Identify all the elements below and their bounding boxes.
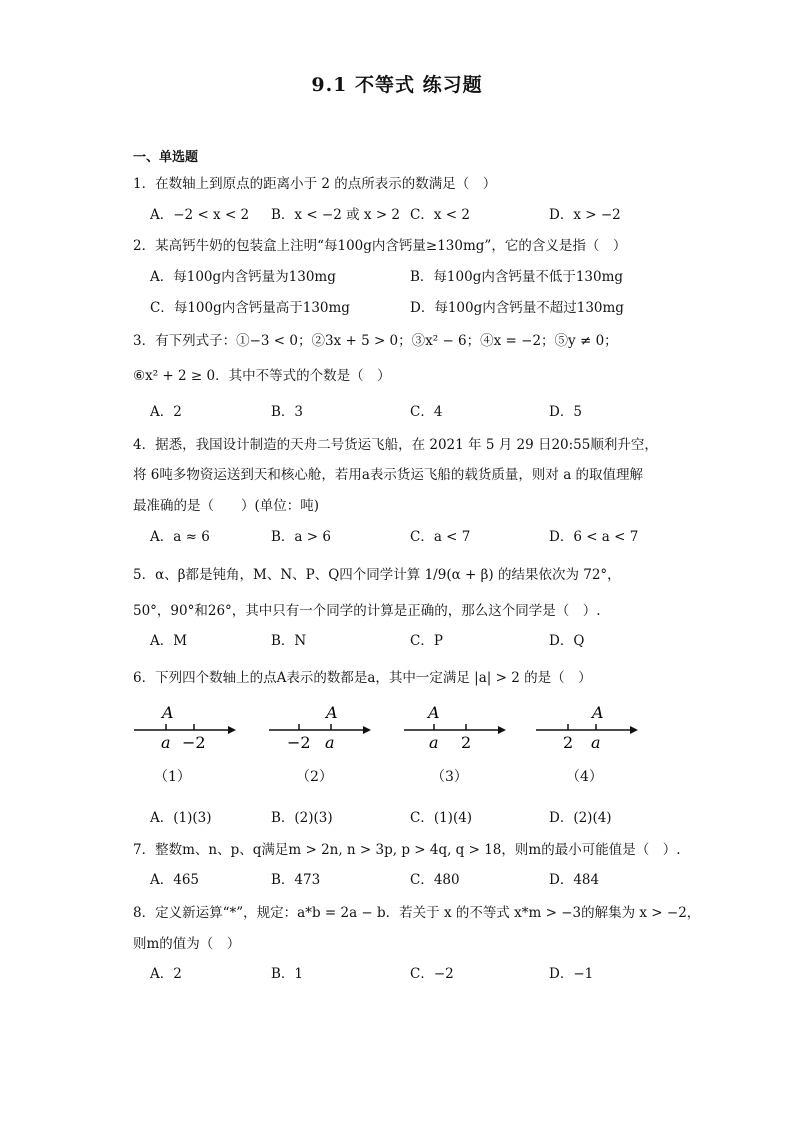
number-line-1-right-label: −2: [182, 733, 206, 750]
number-line-2-right-label: a: [325, 733, 335, 750]
number-line-4-left-label: 2: [563, 733, 574, 750]
question-5-stem-line-1: 5．α、β都是钝角，M、N、P、Q四个同学计算 1/9(α + β) 的结果依次为 72°，: [133, 567, 621, 583]
question-2-option-d[interactable]: D．每100g内含钙量不超过130mg: [410, 300, 624, 316]
question-2-option-a[interactable]: A．每100g内含钙量为130mg: [150, 269, 336, 285]
arrow-icon: [228, 726, 236, 734]
question-7-stem: 7．整数m、n、p、q满足m > 2n, n > 3p, p > 4q, q > 18，则m的最小可能值是（ ）.: [133, 842, 681, 858]
question-8-option-d[interactable]: D．−1: [549, 966, 594, 982]
arrow-icon: [363, 726, 371, 734]
question-4-stem-line-3: 最准确的是（ ）(单位：吨): [133, 498, 320, 514]
number-line-1-point-label: A: [162, 703, 174, 722]
question-8-option-b[interactable]: B．1: [271, 966, 304, 982]
question-5-option-c[interactable]: C．P: [410, 633, 443, 649]
question-3-option-a[interactable]: A．2: [150, 404, 182, 420]
number-line-3-point-label: A: [428, 703, 440, 722]
question-6-option-c[interactable]: C．(1)(4): [410, 810, 473, 826]
question-2-stem: 2．某高钙牛奶的包装盒上注明“每100g内含钙量≥130mg”，它的含义是指（ ）: [133, 238, 627, 254]
question-4-stem-line-2: 将 6吨多物资运送到天和核心舱，若用a表示货运飞船的载货质量，则对 a 的取值理解: [133, 467, 644, 483]
number-line-2-left-label: −2: [287, 733, 311, 750]
question-6-option-a[interactable]: A．(1)(3): [150, 810, 212, 826]
question-1-option-d[interactable]: D．x > −2: [549, 207, 621, 223]
question-2-option-c[interactable]: C．每100g内含钙量高于130mg: [150, 300, 350, 316]
number-line-1-caption: （1）: [154, 769, 191, 785]
number-line-3-caption: （3）: [431, 769, 468, 785]
question-8-stem-line-1: 8．定义新运算“*”，规定：a*b = 2a − b．若关于 x 的不等式 x*m > −3的解集为 x > −2，: [133, 905, 701, 921]
question-4-stem-line-1: 4．据悉，我国设计制造的天舟二号货运飞船，在 2021 年 5 月 29 日20:55顺利升空，: [133, 437, 658, 453]
question-3-stem-line-1: 3．有下列式子：①−3 < 0；②3x + 5 > 0；③x² − 6；④x = −2；⑤y ≠ 0；: [133, 333, 618, 349]
question-4-option-b[interactable]: B．a > 6: [271, 529, 331, 545]
question-4-option-c[interactable]: C．a < 7: [410, 529, 471, 545]
question-7-option-d[interactable]: D．484: [549, 872, 600, 888]
question-7-option-a[interactable]: A．465: [150, 872, 200, 888]
question-3-option-b[interactable]: B．3: [271, 404, 304, 420]
number-line-3-right-label: 2: [461, 733, 472, 750]
number-line-4: [532, 700, 642, 750]
number-line-1: [130, 700, 240, 750]
number-line-3-left-label: a: [429, 733, 439, 750]
number-line-2-caption: （2）: [296, 769, 333, 785]
question-2-option-b[interactable]: B．每100g内含钙量不低于130mg: [410, 269, 624, 285]
question-6-option-d[interactable]: D．(2)(4): [549, 810, 612, 826]
question-8-stem-line-2: 则m的值为（ ）: [133, 936, 241, 952]
number-line-4-right-label: a: [591, 733, 601, 750]
question-7-option-c[interactable]: C．480: [410, 872, 460, 888]
number-line-4-caption: （4）: [566, 769, 603, 785]
question-5-stem-line-2: 50°，90°和26°，其中只有一个同学的计算是正确的，那么这个同学是（ ）.: [133, 603, 601, 619]
question-5-option-b[interactable]: B．N: [271, 633, 307, 649]
question-8-option-a[interactable]: A．2: [150, 966, 182, 982]
question-3-option-d[interactable]: D．5: [549, 404, 582, 420]
question-1-option-a[interactable]: A．−2 < x < 2: [150, 207, 250, 223]
question-7-option-b[interactable]: B．473: [271, 872, 321, 888]
question-4-option-d[interactable]: D．6 < a < 7: [549, 529, 639, 545]
page-title: 9.1 不等式 练习题: [311, 74, 483, 96]
question-4-option-a[interactable]: A．a ≈ 6: [150, 529, 210, 545]
arrow-icon: [630, 726, 638, 734]
number-line-2-point-label: A: [326, 703, 338, 722]
arrow-icon: [498, 726, 506, 734]
question-3-stem-line-2: ⑥x² + 2 ≥ 0．其中不等式的个数是（ ）: [133, 368, 391, 384]
number-line-4-point-label: A: [592, 703, 604, 722]
number-line-2: [265, 700, 375, 750]
question-1-option-c[interactable]: C．x < 2: [410, 207, 470, 223]
question-1-option-b[interactable]: B．x < −2 或 x > 2: [271, 207, 401, 223]
question-5-option-d[interactable]: D．Q: [549, 633, 585, 649]
section-heading: 一、单选题: [133, 150, 199, 165]
question-1-stem: 1．在数轴上到原点的距离小于 2 的点所表示的数满足（ ）: [133, 176, 497, 192]
number-line-1-left-label: a: [161, 733, 171, 750]
question-5-option-a[interactable]: A．M: [150, 633, 188, 649]
question-6-stem: 6．下列四个数轴上的点A表示的数都是a，其中一定满足 |a| > 2 的是（ ）: [133, 670, 592, 686]
question-8-option-c[interactable]: C．−2: [410, 966, 454, 982]
question-3-option-c[interactable]: C．4: [410, 404, 443, 420]
number-line-3: [400, 700, 510, 750]
question-6-option-b[interactable]: B．(2)(3): [271, 810, 333, 826]
